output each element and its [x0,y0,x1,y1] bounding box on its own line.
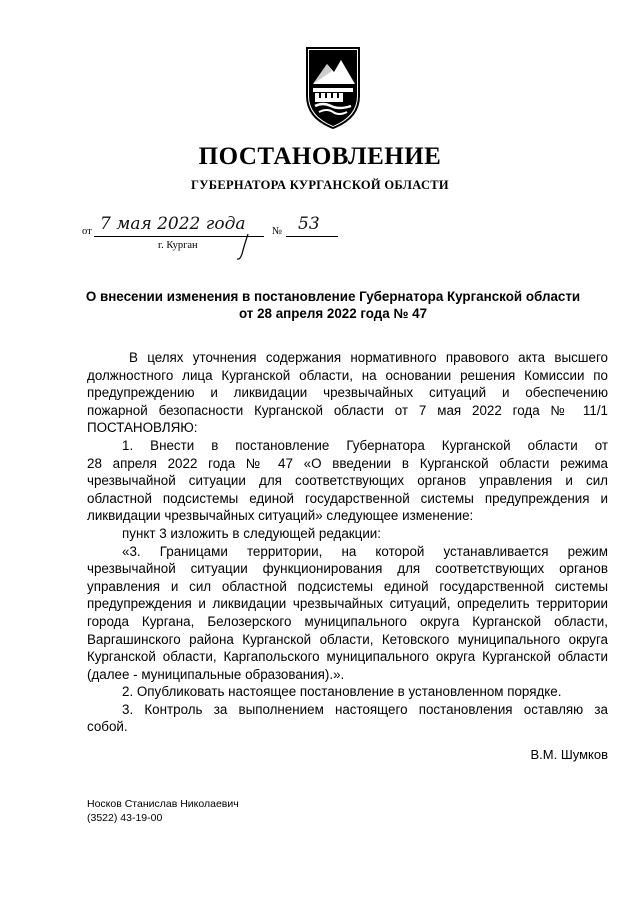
quote-line: чрезвычайной ситуации функционирования для соответствующих органов [87,561,608,577]
item-1-sub: пункт 3 изложить в следующей редакции: [122,525,381,541]
number-prefix: № [272,226,283,237]
quote-line: управления и сил областной подсистемы единой государственной системы [87,578,608,594]
document-body [87,349,608,736]
document-title: ПОСТАНОВЛЕНИЕ [198,143,442,170]
paragraph-line: пожарной безопасности Курганской области от 7 мая 2022 года № 11/1 [87,402,608,418]
quote-line: (далее - муниципальные образования).». [87,666,345,682]
quote-line: «3. Границами территории, на которой устанавливается режим [122,543,608,559]
quote-line: Курганской области, Каргапольского муниципального округа Курганской области [87,649,608,665]
paragraph-line: В целях уточнения содержания нормативного правового акта высшего [129,350,608,365]
document-subtitle: ГУБЕРНАТОРА КУРГАНСКОЙ ОБЛАСТИ [191,178,449,192]
handwritten-stroke [234,232,256,262]
item-1-line: областной подсистемы единой государственной системы предупреждения и [87,490,608,506]
item-2: 2. Опубликовать настоящее постановление в установленном порядке. [122,684,562,700]
item-3-line: 3. Контроль за выполнением настоящего постановления оставляю за [122,701,608,717]
item-1-line: чрезвычайной ситуации для соответствующих органов управления и сил [87,473,608,489]
coat-of-arms-emblem [301,44,365,130]
quote-line: Варгашинского района Курганской области, Кетовского муниципального округа [87,631,608,647]
document-heading [70,288,596,322]
resolve-text: ПОСТАНОВЛЯЮ: [87,420,198,436]
item-1-line: 1. Внести в постановление Губернатора Курганской области от [122,437,608,453]
number-underline [286,236,338,237]
item-3-line: собой. [87,719,128,735]
item-1-line: 28 апреля 2022 года № 47 «О введении в Курганской области режима [87,455,608,471]
executor-name: Носков Станислав Николаевич [87,798,239,810]
quote-line: города Кургана, Белозерского муниципального округа Курганской области, [87,613,608,629]
paragraph-line: предупреждению и ликвидации чрезвычайных ситуаций и обеспечению [87,385,608,401]
date-prefix: от [82,226,92,237]
heading-line-1: О внесении изменения в постановление Губернатора Курганской области [85,289,581,304]
signature-name: В.М. Шумков [530,747,608,762]
handwritten-date: 7 мая 2022 года [100,214,246,234]
heading-line-2: от 28 апреля 2022 года № 47 [238,306,428,321]
handwritten-number: 53 [298,214,320,234]
executor-phone: (3522) 43-19-00 [87,812,163,824]
paragraph-line: должностного лица Курганской области, на основании решения Комиссии по [87,367,608,383]
city-label: г. Курган [158,240,198,251]
quote-line: предупреждения и ликвидации чрезвычайных ситуаций, определить территории [87,596,608,612]
item-1-line: ликвидации чрезвычайных ситуаций» следующее изменение: [87,508,474,524]
executor-block [87,797,239,825]
